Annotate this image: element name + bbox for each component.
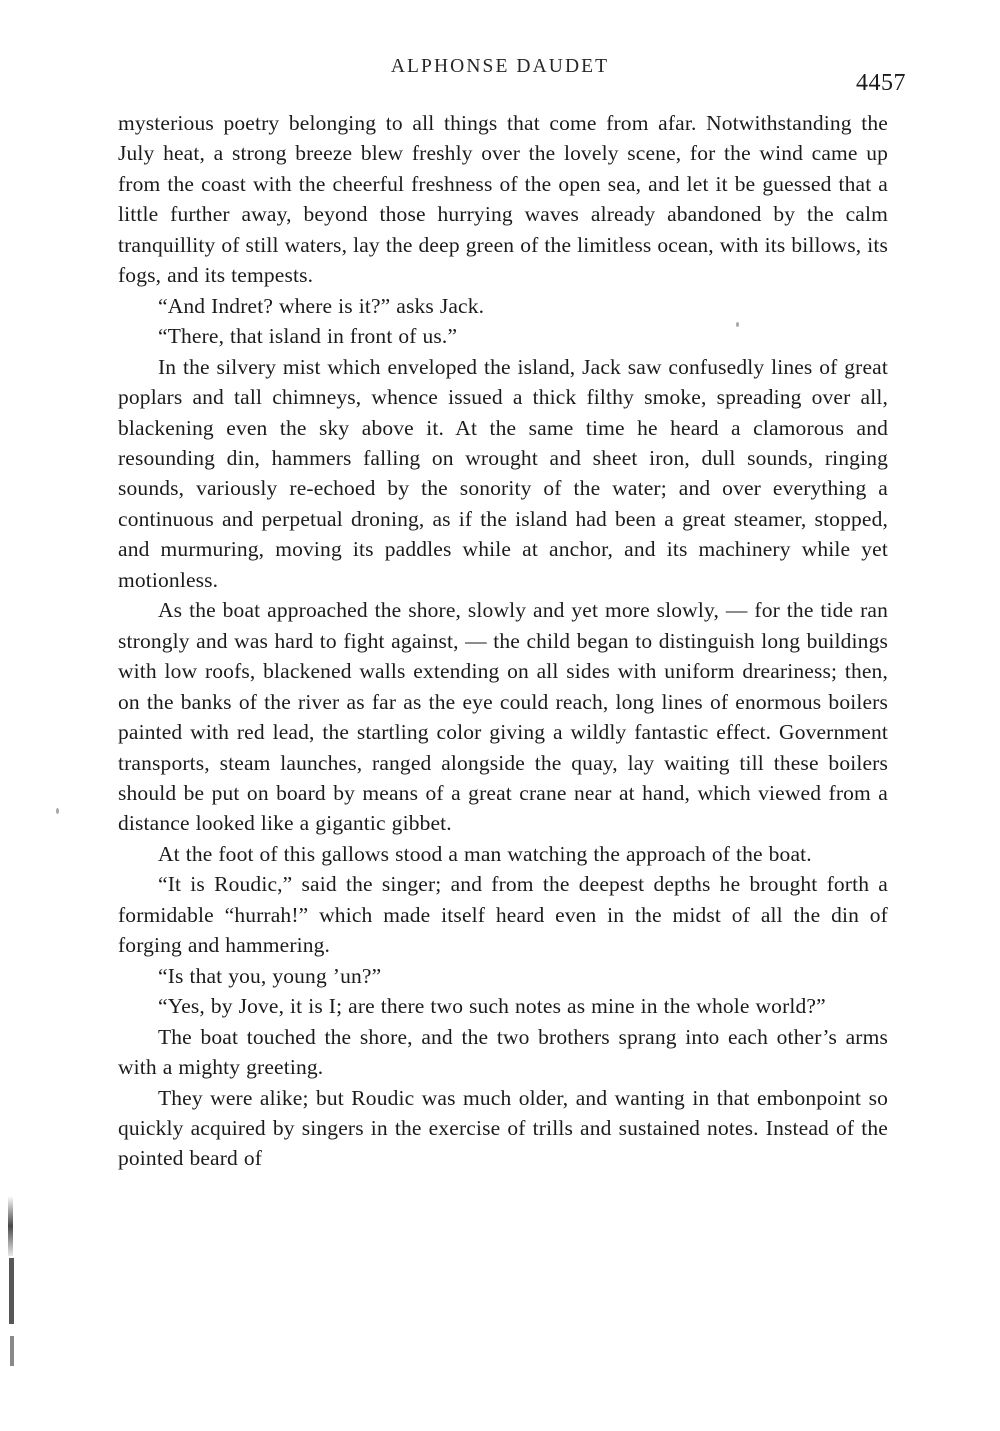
scan-edge-artifact bbox=[10, 1336, 14, 1366]
scan-edge-artifact bbox=[9, 1258, 14, 1324]
paragraph: They were alike; but Roudic was much older, and wanting in that embonpoint so quickly acquired by singers in the exercise of trills and sustained notes. Instead of the pointed beard of bbox=[118, 1085, 888, 1171]
paragraph: In the silvery mist which enveloped the island, Jack saw confusedly lines of great poplars and tall chimneys, whence issued a thick filthy smoke, spreading over all, blackening even the sky above it. At the same time he heard a clamorous and resounding din, hammers falling on wrought and sheet iron, dull sounds, ringing sounds, variously re-echoed by the sonority of the water; and over everything a continuous and perpetual droning, as if the island had been a great steamer, stopped, and murmuring, moving its paddles while at anchor, and its machinery while yet motionless. bbox=[118, 354, 888, 592]
paragraph: “There, that island in front of us.” bbox=[158, 324, 458, 349]
paragraph: “And Indret? where is it?” asks Jack. bbox=[158, 293, 485, 318]
paragraph: “It is Roudic,” said the singer; and from the deepest depths he brought forth a formidable “hurrah!” which made itself heard even in the midst of all the din of forging and hammering. bbox=[118, 872, 888, 958]
scan-edge-artifact bbox=[8, 1196, 13, 1256]
page-header bbox=[0, 56, 1000, 96]
paragraph: “Yes, by Jove, it is I; are there two such notes as mine in the whole world?” bbox=[158, 994, 826, 1019]
paragraph: “Is that you, young ’un?” bbox=[158, 963, 382, 988]
paragraph: As the boat approached the shore, slowly and yet more slowly, — for the tide ran strongly and was hard to fight against, — the child began to distinguish long buildings with low roofs, blackened walls extending on all sides with uniform dreariness; then, on the banks of the river as far as the eye could reach, long lines of enormous boilers painted with red lead, the startling color giving a wildly fantastic effect. Government transports, steam launches, ranged alongside the quay, lay waiting till these boilers should be put on board by means of a great crane near at hand, which viewed from a distance looked like a gigantic gibbet. bbox=[118, 598, 888, 836]
paragraph: At the foot of this gallows stood a man watching the approach of the boat. bbox=[158, 841, 812, 866]
scan-speck bbox=[736, 322, 739, 327]
page-number: 4457 bbox=[856, 70, 906, 96]
paragraph: The boat touched the shore, and the two brothers sprang into each other’s arms with a mighty greeting. bbox=[118, 1024, 888, 1080]
body-text bbox=[118, 108, 888, 1174]
running-title: ALPHONSE DAUDET bbox=[390, 56, 610, 77]
paragraph: mysterious poetry belonging to all things that come from afar. Notwithstanding the July heat, a strong breeze blew freshly over the lovely scene, for the wind came up from the coast with the cheerful freshness of the open sea, and let it be guessed that a little further away, beyond those hurrying waves already abandoned by the calm tranquillity of still waters, lay the deep green of the limitless ocean, with its billows, its fogs, and its tempests. bbox=[118, 111, 888, 288]
scan-speck bbox=[56, 808, 59, 814]
